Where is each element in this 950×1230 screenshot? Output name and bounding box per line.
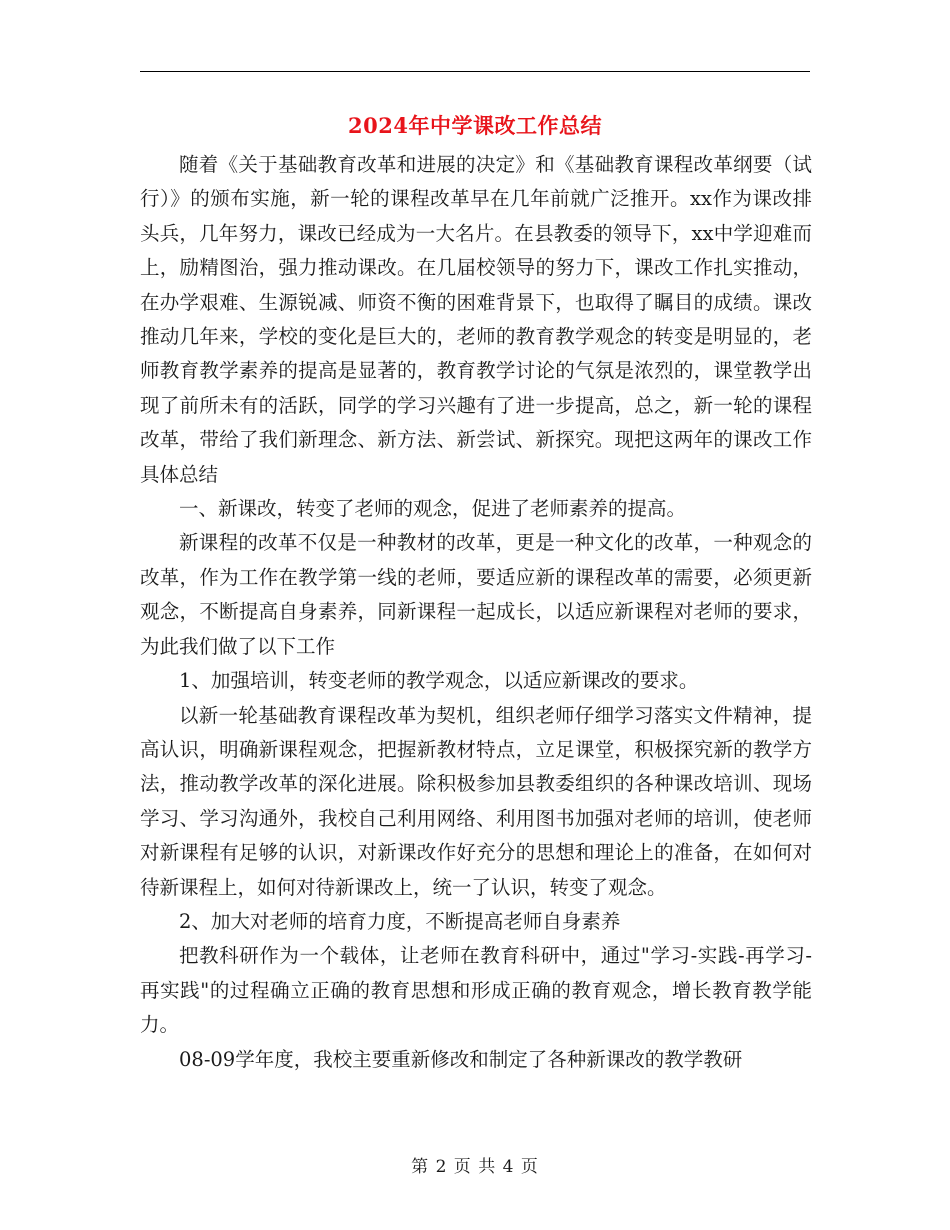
header-rule [140,71,810,72]
paragraph-school-year: 08-09学年度，我校主要重新修改和制定了各种新课改的教学教研 [179,1047,743,1071]
document-title: 2024年中学课改工作总结 [348,113,602,138]
paragraph-item-one: 以新一轮基础教育课程改革为契机，组织老师仔细学习落实文件精神，提高认识，明确新课程观念，把握新教材特点，立足课堂，积极探究新的教学方法，推动教学改革的深化进展。除积极参加县教委组织的各种课改培训、现场学习、学习沟通外，我校自己利用网络、利用图书加强对老师的培训，使老师对新课程有足够的认识，对新课改作好充分的思想和理论上的准备，在如何对待新课程上，如何对待新课改上，统一了认识，转变了观念。 [140,703,812,899]
paragraph-section-one: 新课程的改革不仅是一种教材的改革，更是一种文化的改革，一种观念的改革，作为工作在教学第一线的老师，要适应新的课程改革的需要，必须更新观念，不断提高自身素养，同新课程一起成长，以适应新课程对老师的要求，为此我们做了以下工作 [140,531,812,658]
paragraph-intro: 随着《关于基础教育改革和进展的决定》和《基础教育课程改革纲要（试行）》的颁布实施，新一轮的课程改革早在几年前就广泛推开。xx作为课改排头兵，几年努力，课改已经成为一大名片。在县教委的领导下，xx中学迎难而上，励精图治，强力推动课改。在几届校领导的努力下，课改工作扎实推动，在办学艰难、生源锐减、师资不衡的困难背景下，也取得了瞩目的成绩。课改推动几年来，学校的变化是巨大的，老师的教育教学观念的转变是明显的，老师教育教学素养的提高是显著的，教育教学讨论的气氛是浓烈的，课堂教学出现了前所未有的活跃，同学的学习兴趣有了进一步提高，总之，新一轮的课程改革，带给了我们新理念、新方法、新尝试、新探究。现把这两年的课改工作具体总结 [140,153,812,486]
page-number: 第 2 页 共 4 页 [411,1157,539,1177]
heading-item-one: 1、加强培训，转变老师的教学观念，以适应新课改的要求。 [179,669,699,693]
heading-item-two: 2、加大对老师的培育力度，不断提高老师自身素养 [179,909,621,933]
heading-section-one: 一、新课改，转变了老师的观念，促进了老师素养的提高。 [179,497,687,521]
paragraph-item-two: 把教科研作为一个载体，让老师在教育科研中，通过"学习-实践-再学习-再实践"的过程确立正确的教育思想和形成正确的教育观念，增长教育教学能力。 [140,944,812,1037]
document-body [140,148,812,1077]
